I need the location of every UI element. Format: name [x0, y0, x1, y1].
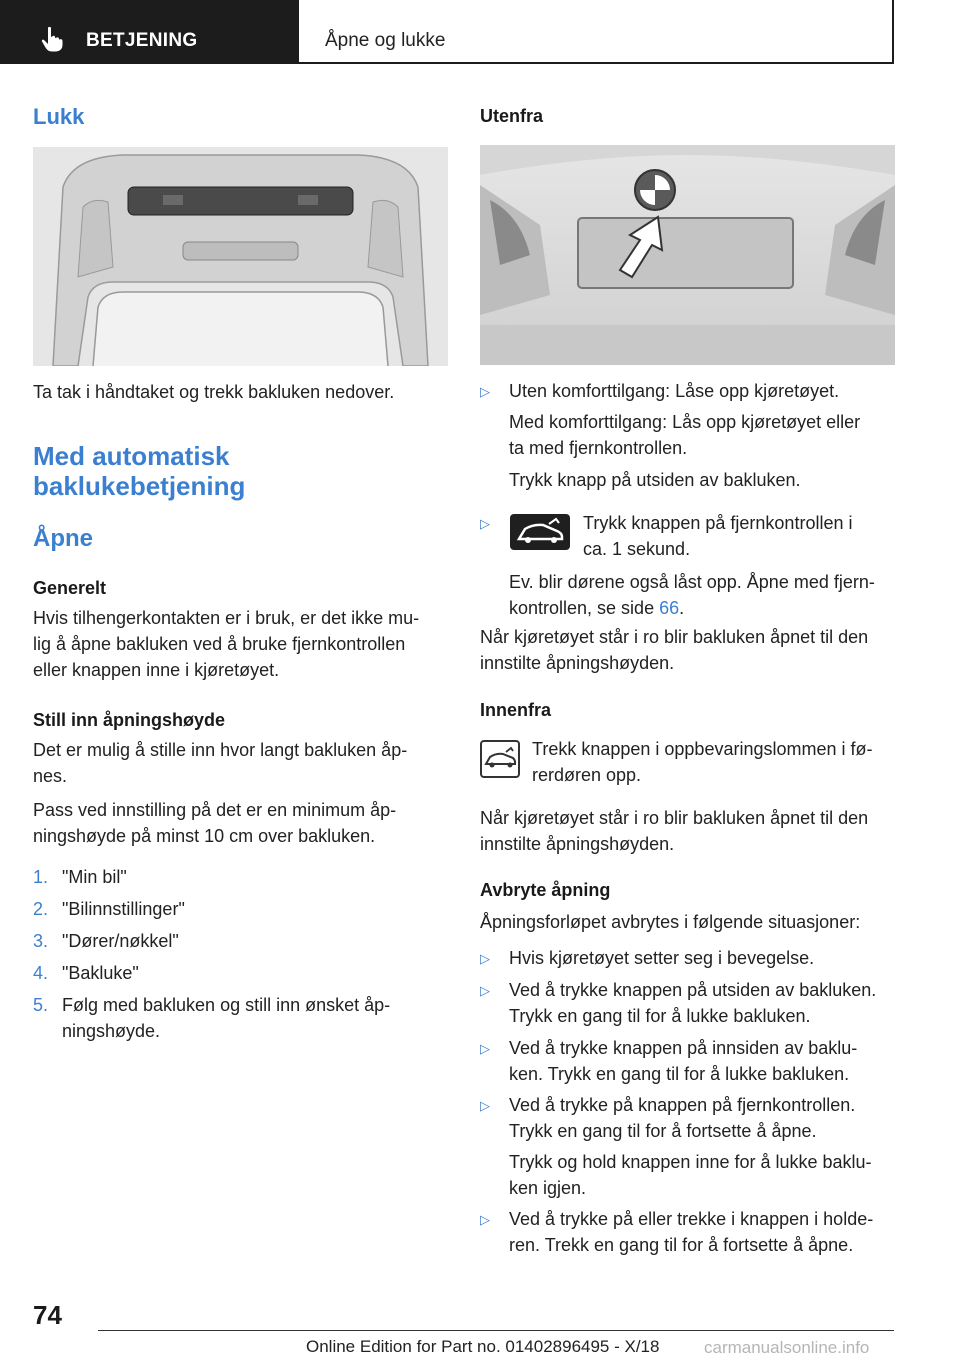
paragraph-line: Trykk en gang til for å lukke bakluken. — [509, 1006, 811, 1026]
paragraph-line: Trekk knappen i oppbevaringslommen i fø- — [532, 739, 873, 759]
triangle-bullet-icon: ▷ — [480, 1041, 490, 1056]
chapter-header — [311, 0, 894, 64]
step-number: 4. — [33, 963, 49, 983]
heading-innenfra: Innenfra — [480, 700, 552, 720]
bullet-sub-paragraph: Trykk knapp på utsiden av bakluken. — [509, 470, 801, 490]
step-number: 5. — [33, 995, 49, 1015]
heading-generelt: Generelt — [33, 578, 107, 598]
paragraph-line: innstilte åpningshøyden. — [480, 834, 675, 854]
heading-apne: Åpne — [33, 525, 93, 552]
steps-list — [33, 864, 453, 1074]
avbryte-intro: Åpningsforløpet avbrytes i følgende situasjoner: — [480, 912, 861, 932]
paragraph-line: Ved å trykke på knappen på fjernkontrollen. — [509, 1095, 856, 1115]
step-text: "Min bil" — [62, 867, 127, 887]
paragraph-line: Trykk og hold knappen inne for å lukke baklu- — [509, 1152, 872, 1172]
page-link[interactable]: 66 — [659, 598, 680, 618]
rear-license-plate-image — [480, 145, 895, 365]
remote-tailgate-button-icon — [509, 513, 571, 551]
section-header — [0, 0, 299, 64]
after-innen-paragraph — [480, 805, 868, 857]
still-paragraph-1 — [33, 737, 453, 789]
paragraph-line: innstilte åpningshøyden. — [480, 653, 675, 673]
step-text: ningshøyde. — [62, 1021, 161, 1041]
heading-automatic — [33, 441, 245, 501]
paragraph-line: rerdøren opp. — [532, 765, 642, 785]
paragraph-line: Trykk en gang til for å fortsette å åpne. — [509, 1121, 817, 1141]
triangle-bullet-icon: ▷ — [480, 516, 490, 531]
step-number: 3. — [33, 931, 49, 951]
heading-still-inn: Still inn åpningshøyde — [33, 710, 226, 730]
bullet-sub-paragraph — [509, 409, 860, 461]
paragraph-line: Ved å trykke knappen på innsiden av baklu- — [509, 1038, 858, 1058]
after-remote-paragraph — [480, 624, 868, 676]
bullet-text — [509, 1035, 857, 1087]
paragraph-line: Ev. blir dørene også låst opp. Åpne med fjern- — [509, 572, 875, 592]
bullet-text: Uten komforttilgang: Låse opp kjøretøyet. — [509, 381, 840, 401]
still-paragraph-2 — [33, 797, 453, 849]
innenfra-text — [532, 736, 873, 788]
paragraph-line: nes. — [33, 766, 68, 786]
step-text: "Bilinnstillinger" — [62, 899, 185, 919]
paragraph-line: Når kjøretøyet står i ro blir bakluken åpnet til den — [480, 808, 869, 828]
paragraph-line: Ved å trykke på eller trekke i knappen i holde- — [509, 1209, 874, 1229]
bullet-text — [509, 1206, 873, 1258]
chapter-title: Åpne og lukke — [325, 30, 446, 51]
bullet-sub-paragraph — [509, 1149, 872, 1201]
triangle-bullet-icon: ▷ — [480, 1212, 490, 1227]
triangle-bullet-icon: ▷ — [480, 951, 490, 966]
paragraph-line: ca. 1 sekund. — [583, 539, 691, 559]
paragraph-line: Hvis tilhengerkontakten er i bruk, er det ikke mu- — [33, 608, 420, 628]
interior-tailgate-button-icon — [480, 740, 520, 778]
paragraph-line: Med komforttilgang: Lås opp kjøretøyet eller — [509, 412, 861, 432]
heading-avbryte: Avbryte åpning — [480, 880, 611, 900]
lukk-caption: Ta tak i håndtaket og trekk bakluken nedover. — [33, 382, 395, 402]
bullet-sub-paragraph — [509, 569, 875, 621]
paragraph-line: ken igjen. — [509, 1178, 587, 1198]
triangle-bullet-icon: ▷ — [480, 983, 490, 998]
tailgate-interior-image — [33, 147, 448, 366]
paragraph-line: eller knappen inne i kjøretøyet. — [33, 660, 280, 680]
page-number: 74 — [33, 1300, 62, 1330]
heading-utenfra: Utenfra — [480, 106, 544, 126]
paragraph-line: Ved å trykke knappen på utsiden av bakluken. — [509, 980, 877, 1000]
paragraph-line: ta med fjernkontrollen. — [509, 438, 688, 458]
header-divider — [299, 62, 311, 64]
paragraph-line: Det er mulig å stille inn hvor langt bakluken åp- — [33, 740, 408, 760]
paragraph-line: Pass ved innstilling på det er en minimum åp- — [33, 800, 397, 820]
section-title: BETJENING — [86, 30, 198, 51]
heading-lukk: Lukk — [33, 104, 85, 129]
footer-watermark: carmanualsonline.info — [700, 1338, 869, 1358]
hand-pointer-icon — [40, 26, 64, 52]
triangle-bullet-icon: ▷ — [480, 384, 490, 399]
heading-automatic-line: Med automatisk — [33, 441, 230, 471]
paragraph-line — [509, 595, 875, 621]
reference-text: kontrollen, se side — [509, 598, 660, 618]
footer-divider — [98, 1330, 894, 1331]
step-text: "Bakluke" — [62, 963, 139, 983]
reference-end: . — [679, 598, 685, 618]
paragraph-line: Trykk knappen på fjernkontrollen i — [583, 513, 853, 533]
step-number: 1. — [33, 867, 49, 887]
bullet-text — [509, 1092, 855, 1144]
bullet-text — [509, 977, 876, 1029]
step-text: "Dører/nøkkel" — [62, 931, 179, 951]
paragraph-line: ningshøyde på minst 10 cm over bakluken. — [33, 826, 376, 846]
footer-edition: Online Edition for Part no. 01402896495 - X/18 — [306, 1337, 660, 1356]
paragraph-line: Når kjøretøyet står i ro blir bakluken åpnet til den — [480, 627, 869, 647]
triangle-bullet-icon: ▷ — [480, 1098, 490, 1113]
generelt-paragraph — [33, 605, 453, 683]
step-number: 2. — [33, 899, 49, 919]
paragraph-line: ken. Trykk en gang til for å lukke bakluken. — [509, 1064, 850, 1084]
bullet-text — [583, 510, 852, 562]
paragraph-line: ren. Trekk en gang til for å fortsette å åpne. — [509, 1235, 854, 1255]
paragraph-line: lig å åpne bakluken ved å bruke fjernkontrollen — [33, 634, 406, 654]
bullet-text: Hvis kjøretøyet setter seg i bevegelse. — [509, 948, 815, 968]
heading-automatic-line: baklukebetjening — [33, 471, 246, 501]
step-text: Følg med bakluken og still inn ønsket åp- — [62, 995, 391, 1015]
